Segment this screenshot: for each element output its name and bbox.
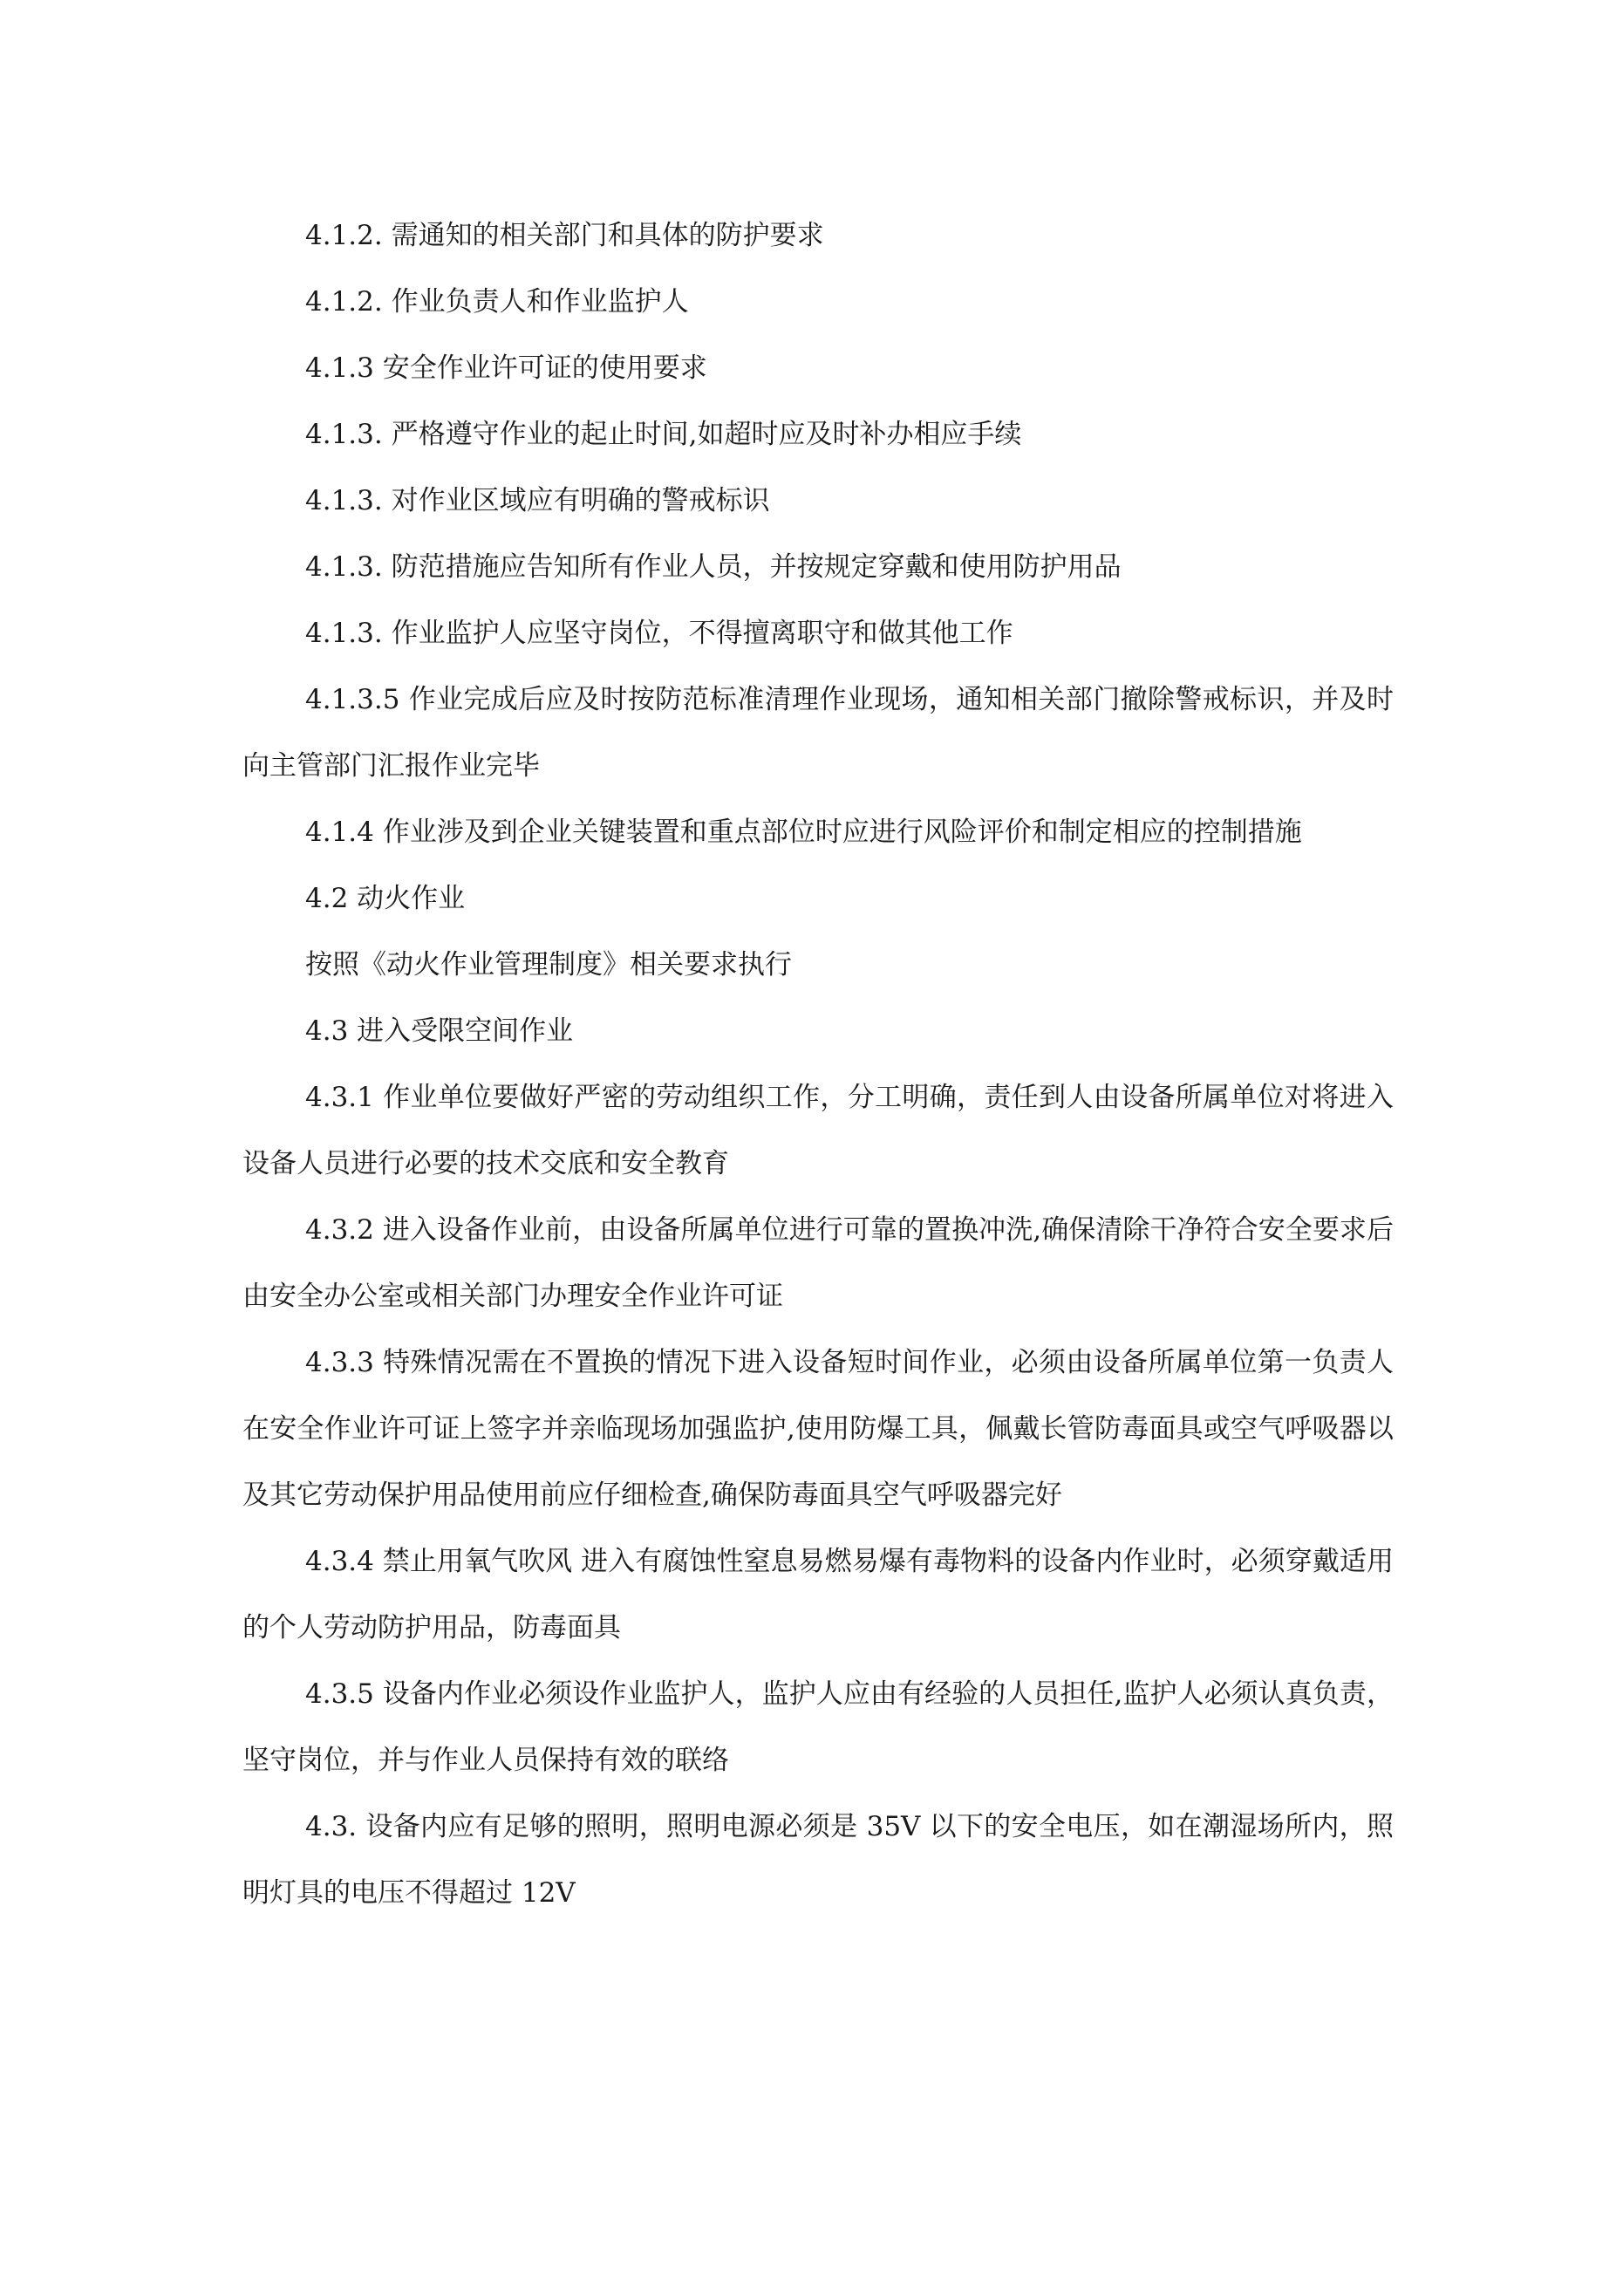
paragraph-4-1-3-supervisor: 4.1.3. 作业监护人应坚守岗位，不得擅离职守和做其他工作 (305, 618, 1013, 649)
paragraph-4-1-3-measures: 4.1.3. 防范措施应告知所有作业人员，并按规定穿戴和使用防护用品 (305, 551, 1122, 583)
paragraph-4-3-1: 4.3.1 作业单位要做好严密的劳动组织工作，分工明确，责任到人由设备所属单位对将进入设备人员进行必要的技术交底和安全教育 (242, 1082, 1394, 1179)
paragraph-4-1-3-time: 4.1.3. 严格遵守作业的起止时间,如超时应及时补办相应手续 (305, 419, 1022, 450)
paragraph-4-3-lighting: 4.3. 设备内应有足够的照明，照明电源必须是 35V 以下的安全电压，如在潮湿场所内，照明灯具的电压不得超过 12V (242, 1811, 1394, 1909)
paragraph-4-1-2-notify: 4.1.2. 需通知的相关部门和具体的防护要求 (305, 220, 824, 251)
paragraph-4-1-3-5: 4.1.3.5 作业完成后应及时按防范标准清理作业现场，通知相关部门撤除警戒标识，并及时向主管部门汇报作业完毕 (242, 684, 1394, 782)
paragraph-4-2-body: 按照《动火作业管理制度》相关要求执行 (305, 949, 792, 981)
section-heading-4-2: 4.2 动火作业 (305, 883, 466, 914)
paragraph-4-3-2: 4.3.2 进入设备作业前，由设备所属单位进行可靠的置换冲洗,确保清除干净符合安全要求后由安全办公室或相关部门办理安全作业许可证 (242, 1214, 1394, 1312)
paragraph-4-3-5: 4.3.5 设备内作业必须设作业监护人，监护人应由有经验的人员担任,监护人必须认真负责，坚守岗位，并与作业人员保持有效的联络 (242, 1678, 1394, 1776)
paragraph-4-1-3-warning: 4.1.3. 对作业区域应有明确的警戒标识 (305, 485, 770, 516)
document-body (242, 202, 1394, 1926)
paragraph-4-1-4: 4.1.4 作业涉及到企业关键装置和重点部位时应进行风险评价和制定相应的控制措施 (305, 817, 1302, 848)
paragraph-4-1-3-heading: 4.1.3 安全作业许可证的使用要求 (305, 352, 707, 384)
section-heading-4-3: 4.3 进入受限空间作业 (305, 1015, 574, 1047)
paragraph-4-3-3: 4.3.3 特殊情况需在不置换的情况下进入设备短时间作业，必须由设备所属单位第一负责人在安全作业许可证上签字并亲临现场加强监护,使用防爆工具，佩戴长管防毒面具或空气呼吸器以及其它劳动保护用品使用前应仔细检查,确保防毒面具空气呼吸器完好 (242, 1347, 1394, 1511)
paragraph-4-3-4: 4.3.4 禁止用氧气吹风 进入有腐蚀性窒息易燃易爆有毒物料的设备内作业时，必须穿戴适用的个人劳动防护用品，防毒面具 (242, 1546, 1394, 1643)
paragraph-4-1-2-responsible: 4.1.2. 作业负责人和作业监护人 (305, 286, 689, 318)
